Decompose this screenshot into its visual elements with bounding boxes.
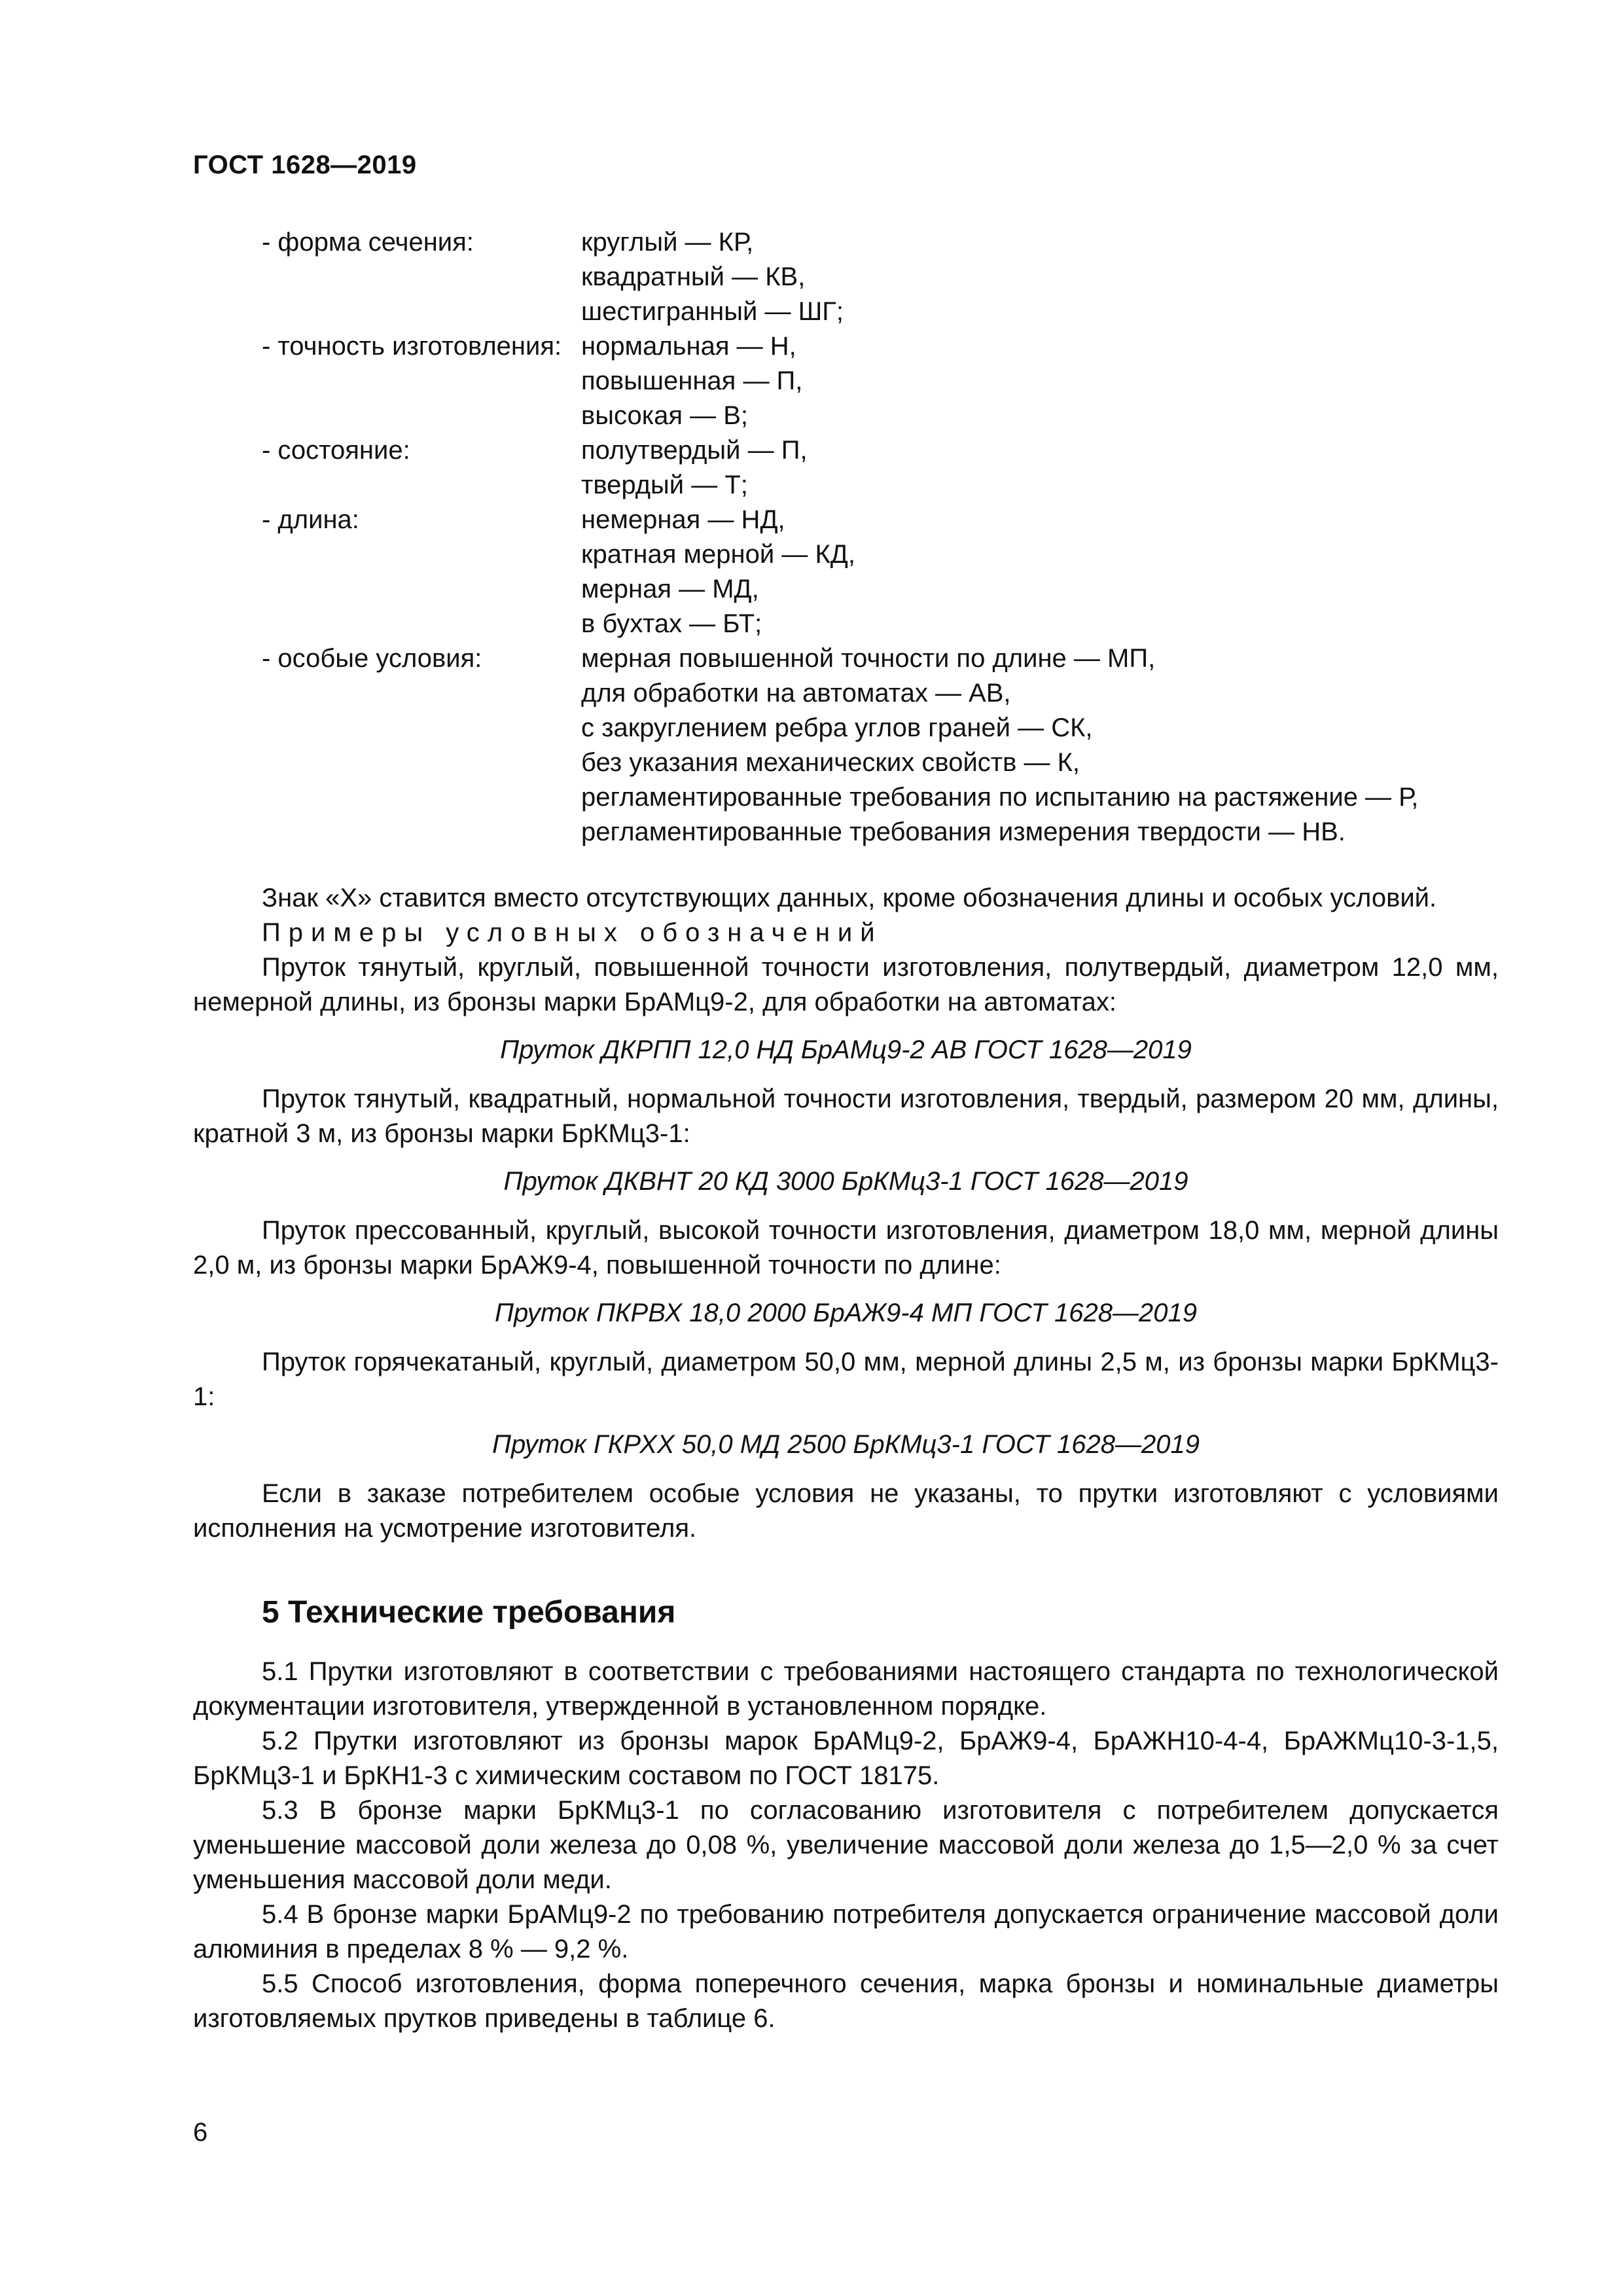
clause-5-2: 5.2 Прутки изготовляют из бронзы марок БрАМц9-2, БрАЖ9-4, БрАЖН10-4-4, БрАЖМц10-3-1,5, БрКМц3-1 и БрКН1-3 с химическим составом по ГОСТ 18175. [193,1727,1499,1790]
body-text [193,881,1499,2036]
example-3-code: Пруток ПКРВХ 18,0 2000 БрАЖ9-4 МП ГОСТ 1628—2019 [494,1299,1198,1327]
document-header: ГОСТ 1628—2019 [193,151,417,179]
code-values [581,433,1505,503]
code-values [581,641,1505,850]
code-value: квадратный — КВ, [581,262,806,291]
code-value: повышенная — П, [581,367,803,395]
code-value: без указания механических свойств — К, [581,748,1080,777]
code-value: кратная мерной — КД, [581,540,855,569]
code-value: круглый — КР, [581,228,754,257]
code-group-state [262,433,1505,503]
code-group-length [262,503,1505,641]
code-value: мерная — МД, [581,575,759,603]
code-value: шестигранный — ШГ; [581,297,844,326]
example-1-text: Пруток тянутый, круглый, повышенной точности изготовления, полутвердый, диаметром 12,0 мм, немерной длины, из бронзы марки БрАМц9-2, для обработки на автоматах: [193,953,1499,1016]
code-label: - форма сечения: [262,228,474,257]
examples-title: Примеры условных обозначений [262,918,883,947]
code-group-section-shape [262,225,1505,329]
code-label: - длина: [262,505,359,534]
code-label: - состояние: [262,436,410,465]
example-1-code: Пруток ДКРПП 12,0 НД БрАМц9-2 АВ ГОСТ 1628—2019 [500,1035,1192,1064]
code-value: немерная — НД, [581,505,785,534]
code-value: твердый — Т; [581,471,748,499]
code-value: полутвердый — П, [581,436,808,465]
designation-codes [262,225,1505,850]
code-value: регламентированные требования измерения твердости — НВ. [581,817,1346,846]
code-group-accuracy [262,329,1505,433]
code-value: с закруглением ребра углов граней — СК, [581,713,1093,742]
clause-5-1: 5.1 Прутки изготовляют в соответствии с требованиями настоящего стандарта по технологической документации изготовителя, утвержденной в установленном порядке. [193,1657,1499,1721]
example-2-text: Пруток тянутый, квадратный, нормальной точности изготовления, твердый, размером 20 мм, длины, кратной 3 м, из бронзы марки БрКМц3-1: [193,1085,1499,1148]
clause-5-4: 5.4 В бронзе марки БрАМц9-2 по требованию потребителя допускается ограничение массовой доли алюминия в пределах 8 % — 9,2 %. [193,1900,1499,1964]
example-3-text: Пруток прессованный, круглый, высокой точности изготовления, диаметром 18,0 мм, мерной длины 2,0 м, из бронзы марки БрАЖ9-4, повышенной точности по длине: [193,1216,1499,1280]
note-paragraph: Знак «Х» ставится вместо отсутствующих данных, кроме обозначения длины и особых условий. [262,884,1437,912]
clause-5-5: 5.5 Способ изготовления, форма поперечного сечения, марка бронзы и номинальные диаметры изготовляемых прутков приведены в таблице 6. [193,1969,1499,2033]
code-value: в бухтах — БТ; [581,609,762,638]
clause-5-3: 5.3 В бронзе марки БрКМц3-1 по согласованию изготовителя с потребителем допускается уменьшение массовой доли железа до 0,08 %, увеличение массовой доли железа до 1,5—2,0 % за счет уменьшения массовой доли меди. [193,1796,1499,1894]
example-2-code: Пруток ДКВНТ 20 КД 3000 БрКМц3-1 ГОСТ 1628—2019 [503,1167,1188,1196]
example-4-code: Пруток ГКРХХ 50,0 МД 2500 БрКМц3-1 ГОСТ 1628—2019 [492,1430,1200,1459]
special-conditions-paragraph: Если в заказе потребителем особые условия не указаны, то прутки изготовляют с условиями исполнения на усмотрение изготовителя. [193,1479,1499,1543]
code-group-special-conditions [262,641,1505,850]
example-4-text: Пруток горячекатаный, круглый, диаметром 50,0 мм, мерной длины 2,5 м, из бронзы марки БрКМц3-1: [193,1348,1499,1411]
code-value: для обработки на автоматах — АВ, [581,679,1011,708]
code-label: - особые условия: [262,644,482,673]
section-title: 5 Технические требования [262,1595,676,1630]
code-value: регламентированные требования по испытанию на растяжение — Р, [581,783,1419,812]
code-values [581,329,1505,433]
code-label: - точность изготовления: [262,332,562,361]
page-number: 6 [193,2118,208,2147]
code-value: высокая — В; [581,401,748,430]
code-value: мерная повышенной точности по длине — МП, [581,644,1156,673]
code-values [581,225,1505,329]
code-values [581,503,1505,641]
code-value: нормальная — Н, [581,332,796,361]
